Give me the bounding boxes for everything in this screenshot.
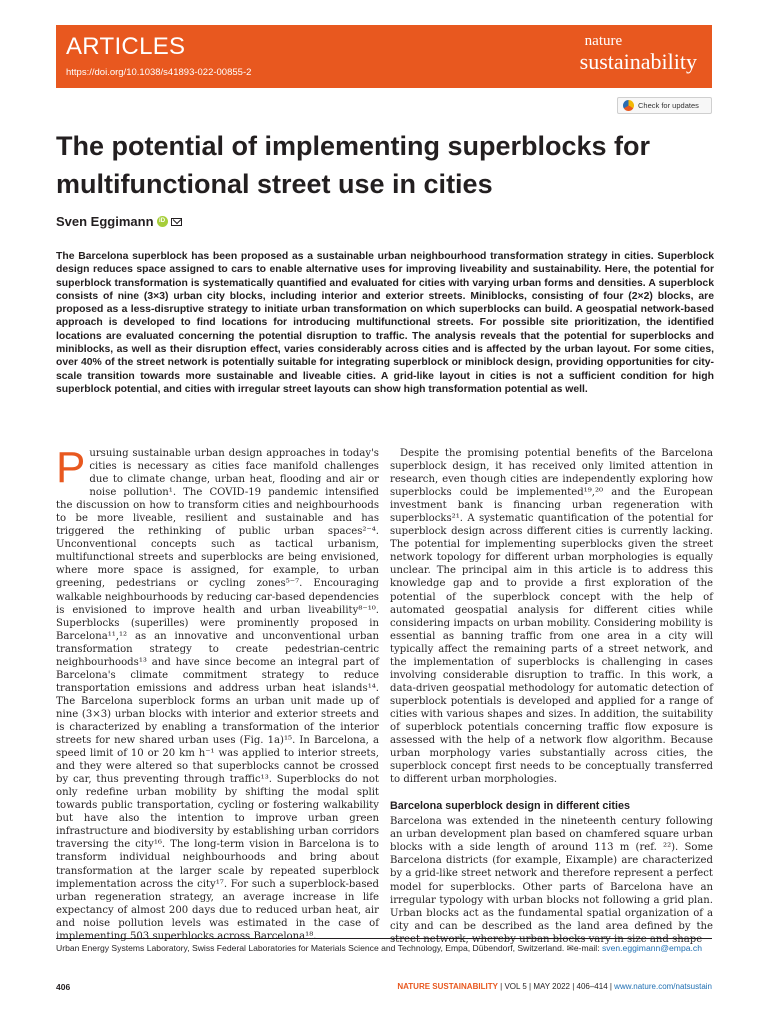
abstract: The Barcelona superblock has been proposed as a sustainable urban neighbourhood transformation strategy in cities. Superblock design reduces space assigned to cars to enable alternative uses for improving liveability and sustainability. Here, the potential for superblock transformation is systematically quantified and evaluated for cities with varying urban forms and densities. A superblock consists of nine (3×3) urban city blocks, including interior and exterior streets. Miniblocks, consisting of four (2×2) blocks, are proposed as a less-disruptive strategy to initiate urban transformation on which superblocks can build. A geospatial network-based approach is developed to find locations for introducing multifunctional streets. For possible site prioritization, the identified locations are evaluated concerning the potential disruption to traffic. The analysis reveals that the potential for superblocks and miniblocks, as well as their disruption effect, varies considerably across cities and is affected by the urban layout. For some cities, over 40% of the street network is potentially suitable for integrating superblock or miniblock design, providing opportunities for city-scale transition towards more sustainable and liveable cities. A grid-like layout in cities is not a sufficient condition for high superblock potential, and cities with irregular street layouts can show high transformation potential as well. <box>56 251 714 395</box>
crossmark-icon <box>623 100 634 111</box>
journal-logo-bottom: sustainability <box>579 49 697 74</box>
affiliation-text: Urban Energy Systems Laboratory, Swiss Federal Laboratories for Materials Science and Technology, Empa, Dübendorf, Switzerland. ✉e-mail: <box>56 943 602 953</box>
body-column-right <box>390 447 713 946</box>
section-subheading: Barcelona superblock design in different cities <box>390 800 630 813</box>
footer-website-link[interactable]: www.nature.com/natsustain <box>614 982 712 991</box>
section-label: ARTICLES <box>66 33 186 60</box>
footer-journal-name: NATURE SUSTAINABILITY <box>397 982 498 991</box>
footnote-divider <box>56 938 712 939</box>
author-name[interactable]: Sven Eggimann <box>56 214 154 229</box>
body-paragraph: Despite the promising potential benefits of the Barcelona superblock design, it has received only limited attention in research, even though cities are independently exploring how superblocks could be implemented¹⁹,²⁰ and the European investment bank is financing urban regeneration with superblocks²¹. A systematic quantification of the potential for superblock design across different cities is currently lacking. The potential for implementing superblocks given the street network topology for different urban morphologies is equally unclear. The principal aim in this article is to address this knowledge gap and to provide a first exploration of the potential of the superblock concept with the help of automated geospatial analysis for different cities while considering impacts on urban mobility. Considering mobility is essential as banning traffic from one area in a city will typically affect the remaining parts of a street network, and the implementation of superblocks is challenging in cases involving considerable disruption to traffic. In this work, a data-driven geospatial methodology for automatic detection of superblock potentials is developed and applied for a range of cities with various shapes and sizes. In addition, the suitability of superblock potentials concerning traffic flow exposure is assessed with the help of a network flow algorithm. Because urban morphology varies substantially across cities, the superblock concept first needs to be conceptually transferred to different urban morphologies. <box>390 448 713 786</box>
footer-issue-info: | VOL 5 | MAY 2022 | 406–414 | <box>497 982 615 991</box>
author-email-link[interactable]: sven.eggimann@empa.ch <box>602 943 702 953</box>
affiliation-footnote <box>56 942 712 955</box>
doi-link[interactable]: https://doi.org/10.1038/s41893-022-00855-2 <box>66 67 252 78</box>
orcid-icon[interactable]: iD <box>157 216 168 227</box>
body-paragraph: Barcelona was extended in the nineteenth century following an urban development plan based on chamfered square urban blocks with a side length of around 113 m (ref. ²²). Some Barcelona districts (for example, Eixample) are characterized by a grid-like street network and therefore represent a perfect model for superblocks. Other parts of Barcelona have an irregular typology with urban blocks not following a grid plan. Urban blocks act as the fundamental spatial organization of a city and can be described as the land area defined by the street network, whereby urban blocks vary in size and shape <box>390 816 713 945</box>
article-title: The potential of implementing superblocks for multifunctional street use in cities <box>56 131 651 199</box>
journal-footer <box>397 982 712 991</box>
mail-icon[interactable] <box>171 218 182 226</box>
journal-logo[interactable] <box>580 34 697 74</box>
check-for-updates-button[interactable] <box>617 97 712 114</box>
article-header-bar <box>56 25 712 88</box>
journal-logo-top: nature <box>584 33 623 49</box>
drop-cap: P <box>56 443 86 492</box>
page-number: 406 <box>56 982 71 992</box>
body-paragraph: ursuing sustainable urban design approaches in today's cities is necessary as cities face manifold challenges due to climate change, urban heat, flooding and air or noise pollution¹. The COVID-19 pandemic intensified the discussion on how to transform cities and neighbourhoods to be more liveable, resilient and sustainable and has triggered the rethinking of public urban spaces²⁻⁴. Unconventional concepts such as tactical urbanism, multifunctional streets and superblocks are being envisioned, where more space is assigned, for example, to urban greening, pedestrians or cycling zones⁵⁻⁷. Encouraging walkable neighbourhoods by reducing car-based dependencies is envisioned to improve health and urban liveability⁸⁻¹⁰. Superblocks (superilles) were prominently proposed in Barcelona¹¹,¹² as an innovative and unconventional urban transformation strategy to create pedestrian-centric neighbourhoods¹³ and have since become an integral part of Barcelona's climate commitment strategy to reduce transportation emissions and address urban heat islands¹⁴. The Barcelona superblock forms an urban unit made up of nine (3×3) urban blocks with interior and exterior streets and is characterized by enabling a transformation of the interior streets for new shared urban uses (Fig. 1a)¹⁵. In Barcelona, a speed limit of 10 or 20 km h⁻¹ was applied to interior streets, and they were altered so that superblocks cannot be crossed by car, thus preventing through traffic¹³. Superblocks do not only redefine urban mobility by shifting the modal split towards public transportation, cycling or fostering walkability but have also the intention to improve urban green infrastructure and biodiversity by establishing urban corridors traversing the city¹⁶. The long-term vision in Barcelona is to transform individual neighbourhoods and bring about transformation at the larger scale by repeated superblock implementation across the city¹⁷. For such a superblock-based urban regeneration strategy, an average increase in life expectancy of almost 200 days due to reduced urban heat, air and noise pollution levels was estimated in the case of implementing 503 superblocks across Barcelona¹⁸. <box>56 448 379 942</box>
check-for-updates-label: Check for updates <box>638 101 699 110</box>
author-line <box>56 214 182 229</box>
body-column-left <box>56 443 379 943</box>
